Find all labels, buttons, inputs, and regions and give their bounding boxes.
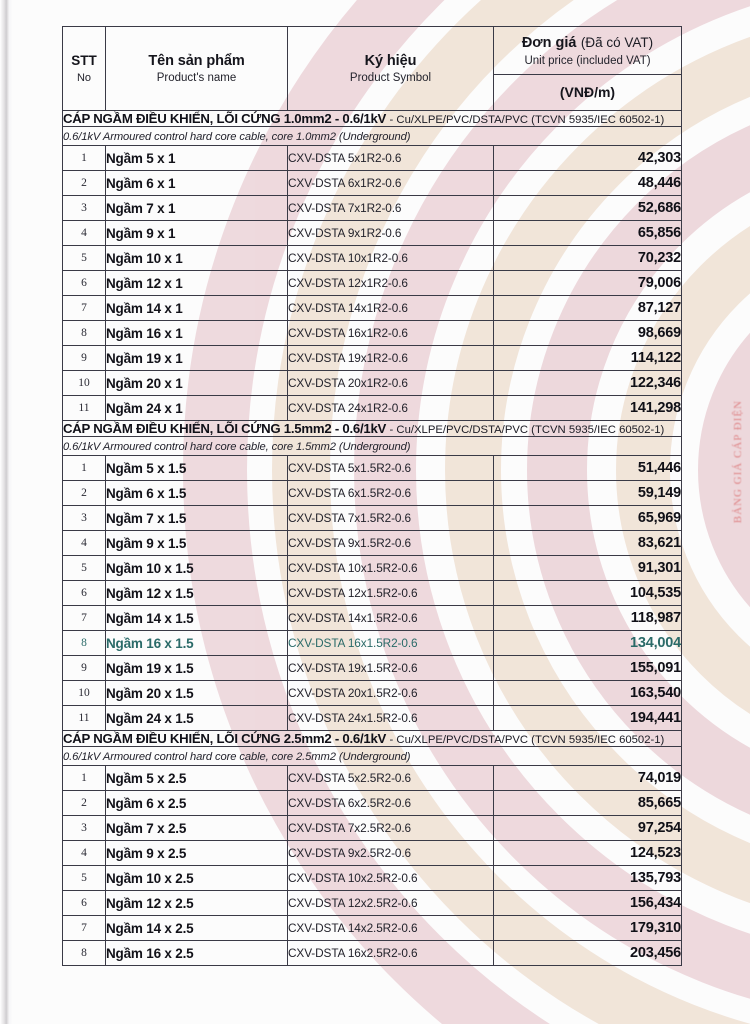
row-no: 2: [63, 171, 106, 196]
section-title-spec: - Cu/XLPE/PVC/DSTA/PVC (TCVN 5935/IEC 60502-1): [389, 734, 665, 746]
row-product-name: Ngầm 9 x 1: [106, 221, 288, 246]
row-no: 5: [63, 246, 106, 271]
section-title-cell: [63, 731, 682, 747]
table-row: [63, 556, 682, 581]
row-no: 10: [63, 681, 106, 706]
table-row: [63, 481, 682, 506]
table-row: [63, 296, 682, 321]
section-title: CÁP NGẦM ĐIỀU KHIỂN, LÕI CỨNG 1.5mm2 - 0.6/1kV - Cu/XLPE/PVC/DSTA/PVC (TCVN 5935/IEC 60502-1): [63, 421, 665, 436]
header-cell-stt: [63, 27, 106, 111]
row-no: 6: [63, 271, 106, 296]
table-row: [63, 791, 682, 816]
row-no: 3: [63, 816, 106, 841]
row-no: 6: [63, 581, 106, 606]
row-no: 10: [63, 371, 106, 396]
row-product-symbol: CXV-DSTA 14x1R2-0.6: [288, 296, 494, 321]
table-row: [63, 816, 682, 841]
header-symbol-en: Product Symbol: [349, 72, 432, 84]
row-product-symbol: CXV-DSTA 6x1.5R2-0.6: [288, 481, 494, 506]
table-row: [63, 456, 682, 481]
header-symbol-vi: Ký hiệu: [364, 53, 417, 69]
header-price-line1: [494, 34, 681, 52]
row-product-symbol: CXV-DSTA 9x2.5R2-0.6: [288, 841, 494, 866]
row-no: 4: [63, 841, 106, 866]
row-no: 4: [63, 221, 106, 246]
row-unit-price: 98,669: [494, 321, 682, 346]
row-product-name: Ngầm 19 x 1: [106, 346, 288, 371]
row-product-symbol: CXV-DSTA 10x1R2-0.6: [288, 246, 494, 271]
table-row: [63, 506, 682, 531]
row-no: 6: [63, 891, 106, 916]
row-unit-price: 97,254: [494, 816, 682, 841]
header-price-unit: (VNĐ/m): [559, 83, 616, 100]
row-unit-price: 51,446: [494, 456, 682, 481]
row-product-name: Ngầm 14 x 1.5: [106, 606, 288, 631]
header-price-vi-light: (Đã có VAT): [580, 35, 654, 50]
table-row: [63, 531, 682, 556]
row-product-name: Ngầm 5 x 1.5: [106, 456, 288, 481]
table-row: [63, 581, 682, 606]
table-row: [63, 146, 682, 171]
row-no: 4: [63, 531, 106, 556]
row-product-name: Ngầm 5 x 1: [106, 146, 288, 171]
section-subtitle: 0.6/1kV Armoured control hard core cable, core 2.5mm2 (Underground): [63, 751, 411, 763]
row-product-name: Ngầm 16 x 1.5: [106, 631, 288, 656]
row-product-name: Ngầm 10 x 2.5: [106, 866, 288, 891]
page-left-edge: [0, 0, 9, 1024]
row-product-symbol: CXV-DSTA 12x1.5R2-0.6: [288, 581, 494, 606]
row-product-symbol: CXV-DSTA 5x2.5R2-0.6: [288, 766, 494, 791]
section-subtitle-cell: [63, 437, 682, 456]
section-subtitle-row: [63, 437, 682, 456]
table-row: [63, 321, 682, 346]
row-unit-price: 179,310: [494, 916, 682, 941]
row-product-name: Ngầm 7 x 1.5: [106, 506, 288, 531]
row-product-symbol: CXV-DSTA 24x1.5R2-0.6: [288, 706, 494, 731]
price-list-table: [62, 26, 682, 966]
row-unit-price: 124,523: [494, 841, 682, 866]
row-product-symbol: CXV-DSTA 12x2.5R2-0.6: [288, 891, 494, 916]
page-left-edge-highlight: [9, 0, 13, 1024]
row-unit-price: 48,446: [494, 171, 682, 196]
section-title-spec: - Cu/XLPE/PVC/DSTA/PVC (TCVN 5935/IEC 60502-1): [389, 424, 665, 436]
row-unit-price: 42,303: [494, 146, 682, 171]
row-unit-price: 135,793: [494, 866, 682, 891]
row-product-symbol: CXV-DSTA 16x2.5R2-0.6: [288, 941, 494, 966]
table-row: [63, 346, 682, 371]
row-product-symbol: CXV-DSTA 6x1R2-0.6: [288, 171, 494, 196]
row-product-symbol: CXV-DSTA 12x1R2-0.6: [288, 271, 494, 296]
row-product-symbol: CXV-DSTA 7x1R2-0.6: [288, 196, 494, 221]
table-row: [63, 941, 682, 966]
row-no: 2: [63, 791, 106, 816]
row-product-name: Ngầm 6 x 2.5: [106, 791, 288, 816]
section-subtitle: 0.6/1kV Armoured control hard core cable, core 1.5mm2 (Underground): [63, 441, 411, 453]
table-row: [63, 171, 682, 196]
row-no: 5: [63, 866, 106, 891]
row-unit-price: 85,665: [494, 791, 682, 816]
header-price-en: Unit price (included VAT): [524, 55, 651, 67]
table-header: [63, 27, 682, 111]
row-product-symbol: CXV-DSTA 5x1R2-0.6: [288, 146, 494, 171]
section-subtitle-row: [63, 127, 682, 146]
row-product-name: Ngầm 16 x 1: [106, 321, 288, 346]
row-unit-price: 79,006: [494, 271, 682, 296]
row-product-name: Ngầm 12 x 1.5: [106, 581, 288, 606]
row-unit-price: 194,441: [494, 706, 682, 731]
header-price-vi-bold: Đơn giá: [521, 35, 577, 51]
row-product-symbol: CXV-DSTA 14x2.5R2-0.6: [288, 916, 494, 941]
row-product-name: Ngầm 14 x 2.5: [106, 916, 288, 941]
row-product-symbol: CXV-DSTA 7x1.5R2-0.6: [288, 506, 494, 531]
table-row: [63, 706, 682, 731]
row-product-name: Ngầm 14 x 1: [106, 296, 288, 321]
section-subtitle-cell: [63, 747, 682, 766]
row-unit-price: 155,091: [494, 656, 682, 681]
row-product-symbol: CXV-DSTA 19x1R2-0.6: [288, 346, 494, 371]
row-no: 1: [63, 146, 106, 171]
header-name-vi: Tên sản phẩm: [148, 53, 245, 69]
row-unit-price: 70,232: [494, 246, 682, 271]
section-title-spec: - Cu/XLPE/PVC/DSTA/PVC (TCVN 5935/IEC 60502-1): [389, 114, 665, 126]
row-no: 8: [63, 321, 106, 346]
row-unit-price: 156,434: [494, 891, 682, 916]
row-product-symbol: CXV-DSTA 10x1.5R2-0.6: [288, 556, 494, 581]
section-title: CÁP NGẦM ĐIỀU KHIỂN, LÕI CỨNG 2.5mm2 - 0.6/1kV - Cu/XLPE/PVC/DSTA/PVC (TCVN 5935/IEC 60502-1): [63, 731, 665, 746]
row-no: 11: [63, 396, 106, 421]
row-unit-price: 163,540: [494, 681, 682, 706]
table-row: [63, 866, 682, 891]
table-row: [63, 891, 682, 916]
row-product-symbol: CXV-DSTA 9x1.5R2-0.6: [288, 531, 494, 556]
row-no: 7: [63, 606, 106, 631]
table-row: [63, 841, 682, 866]
row-unit-price: 74,019: [494, 766, 682, 791]
section-subtitle: 0.6/1kV Armoured control hard core cable, core 1.0mm2 (Underground): [63, 131, 411, 143]
header-cell-product-name: [106, 27, 288, 111]
row-product-symbol: CXV-DSTA 10x2.5R2-0.6: [288, 866, 494, 891]
row-product-symbol: CXV-DSTA 14x1.5R2-0.6: [288, 606, 494, 631]
section-title-cell: [63, 421, 682, 437]
row-no: 1: [63, 766, 106, 791]
row-no: 8: [63, 941, 106, 966]
row-unit-price: 114,122: [494, 346, 682, 371]
row-product-symbol: CXV-DSTA 16x1.5R2-0.6: [288, 631, 494, 656]
header-row-main: [63, 27, 682, 75]
header-stt-en: No: [76, 72, 92, 84]
table-row: [63, 681, 682, 706]
row-product-symbol: CXV-DSTA 20x1R2-0.6: [288, 371, 494, 396]
table-row: [63, 916, 682, 941]
row-product-name: Ngầm 16 x 2.5: [106, 941, 288, 966]
row-product-name: Ngầm 19 x 1.5: [106, 656, 288, 681]
row-no: 3: [63, 506, 106, 531]
table-body: [63, 111, 682, 966]
section-header-row: [63, 111, 682, 127]
row-product-symbol: CXV-DSTA 9x1R2-0.6: [288, 221, 494, 246]
row-product-symbol: CXV-DSTA 19x1.5R2-0.6: [288, 656, 494, 681]
header-stt-vi: STT: [71, 53, 97, 68]
row-product-name: Ngầm 7 x 1: [106, 196, 288, 221]
row-unit-price: 65,969: [494, 506, 682, 531]
table-row: [63, 271, 682, 296]
section-header-row: [63, 421, 682, 437]
table-row: [63, 631, 682, 656]
row-product-name: Ngầm 12 x 2.5: [106, 891, 288, 916]
row-product-name: Ngầm 10 x 1: [106, 246, 288, 271]
row-no: 5: [63, 556, 106, 581]
row-unit-price: 83,621: [494, 531, 682, 556]
table-row: [63, 606, 682, 631]
row-unit-price: 134,004: [494, 631, 682, 656]
section-title: CÁP NGẦM ĐIỀU KHIỂN, LÕI CỨNG 1.0mm2 - 0.6/1kV - Cu/XLPE/PVC/DSTA/PVC (TCVN 5935/IEC 60502-1): [63, 111, 665, 126]
table-row: [63, 656, 682, 681]
row-product-name: Ngầm 7 x 2.5: [106, 816, 288, 841]
row-unit-price: 59,149: [494, 481, 682, 506]
header-name-en: Product's name: [156, 72, 237, 84]
table-row: [63, 221, 682, 246]
row-unit-price: 104,535: [494, 581, 682, 606]
row-unit-price: 87,127: [494, 296, 682, 321]
row-no: 11: [63, 706, 106, 731]
row-unit-price: 122,346: [494, 371, 682, 396]
section-subtitle-cell: [63, 127, 682, 146]
row-no: 1: [63, 456, 106, 481]
row-unit-price: 52,686: [494, 196, 682, 221]
row-product-name: Ngầm 24 x 1.5: [106, 706, 288, 731]
row-product-name: Ngầm 20 x 1: [106, 371, 288, 396]
table-row: [63, 371, 682, 396]
table-row: [63, 196, 682, 221]
row-product-symbol: CXV-DSTA 6x2.5R2-0.6: [288, 791, 494, 816]
row-unit-price: 203,456: [494, 941, 682, 966]
row-unit-price: 91,301: [494, 556, 682, 581]
row-product-name: Ngầm 9 x 2.5: [106, 841, 288, 866]
row-product-name: Ngầm 6 x 1.5: [106, 481, 288, 506]
row-no: 7: [63, 916, 106, 941]
row-product-symbol: CXV-DSTA 7x2.5R2-0.6: [288, 816, 494, 841]
row-no: 7: [63, 296, 106, 321]
row-product-name: Ngầm 24 x 1: [106, 396, 288, 421]
table-row: [63, 766, 682, 791]
row-product-name: Ngầm 10 x 1.5: [106, 556, 288, 581]
row-unit-price: 65,856: [494, 221, 682, 246]
row-unit-price: 141,298: [494, 396, 682, 421]
table-row: [63, 396, 682, 421]
row-no: 2: [63, 481, 106, 506]
row-product-name: Ngầm 20 x 1.5: [106, 681, 288, 706]
row-unit-price: 118,987: [494, 606, 682, 631]
row-product-symbol: CXV-DSTA 20x1.5R2-0.6: [288, 681, 494, 706]
margin-watermark-text: BẢNG GIÁ CÁP ĐIỆN: [731, 400, 744, 524]
row-no: 9: [63, 346, 106, 371]
section-title-cell: [63, 111, 682, 127]
table-row: [63, 246, 682, 271]
row-product-name: Ngầm 9 x 1.5: [106, 531, 288, 556]
row-no: 3: [63, 196, 106, 221]
section-header-row: [63, 731, 682, 747]
row-product-symbol: CXV-DSTA 24x1R2-0.6: [288, 396, 494, 421]
row-product-name: Ngầm 12 x 1: [106, 271, 288, 296]
row-no: 9: [63, 656, 106, 681]
row-product-name: Ngầm 6 x 1: [106, 171, 288, 196]
row-product-symbol: CXV-DSTA 16x1R2-0.6: [288, 321, 494, 346]
row-no: 8: [63, 631, 106, 656]
header-cell-price: [494, 27, 682, 75]
price-table-container: [62, 26, 681, 966]
header-cell-price-unit: [494, 75, 682, 111]
header-cell-symbol: [288, 27, 494, 111]
row-product-symbol: CXV-DSTA 5x1.5R2-0.6: [288, 456, 494, 481]
section-subtitle-row: [63, 747, 682, 766]
row-product-name: Ngầm 5 x 2.5: [106, 766, 288, 791]
